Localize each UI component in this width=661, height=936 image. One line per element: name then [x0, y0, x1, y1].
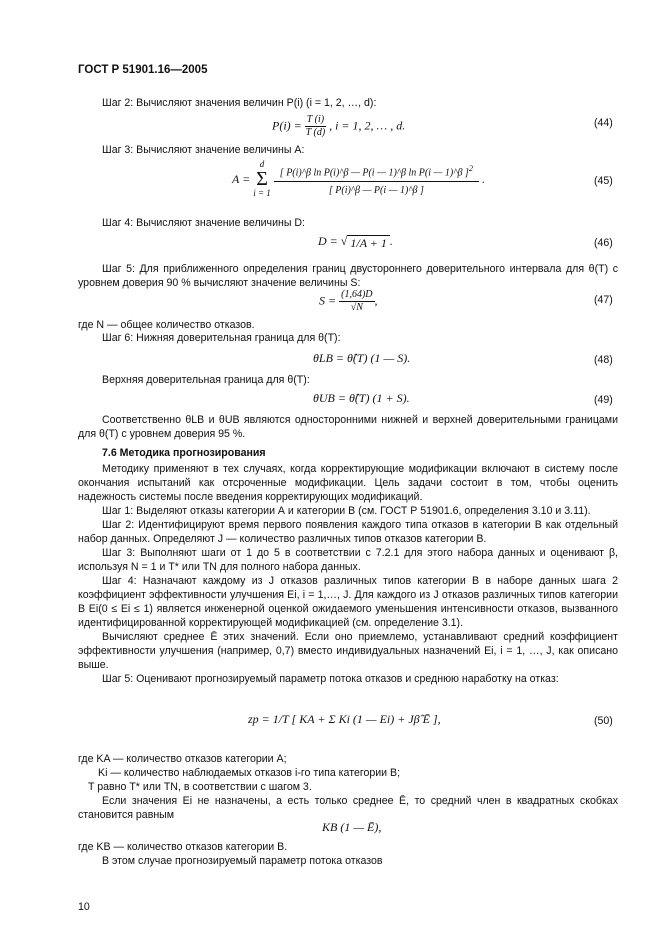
step4-text: Шаг 4: Вычисляют значение величины D: [102, 217, 305, 229]
eq-number-48: (48) [594, 354, 613, 366]
step6-text: Шаг 6: Нижняя доверительная граница для θ(T): [102, 332, 341, 344]
section-step1: Шаг 1: Выделяют отказы категории А и категории В (см. ГОСТ Р 51901.6, определения 3.10 и 3.11). [102, 505, 591, 517]
eq-number-45: (45) [594, 175, 613, 187]
step3-text: Шаг 3: Вычисляют значение величины A: [102, 144, 305, 156]
formula-45: A = d Σ i = 1 $\frac{[ P(i)\^{}\beta \ln P(i)\^{}\beta — P(i — 1)\^{}\beta \ln P(i — 1)\^{}\beta ]^2}{[ P(i)\^{}\beta — P(i — 1)\^{}\beta ]}$ . [232, 159, 485, 199]
final-text: В этом случае прогнозируемый параметр потока отказов [102, 855, 383, 867]
formula-45-denominator: [ P(i)^β — P(i — 1)^β ] [328, 185, 424, 197]
where-ka: где KA — количество отказов категории А; [78, 753, 287, 765]
formula-45-exp: 2 [468, 164, 473, 173]
step5-where: где N — общее количество отказов. [78, 319, 255, 331]
sum-symbol [253, 160, 271, 198]
section-step4b: Вычисляют среднее Ē этих значений. Если оно приемлемо, устанавливают средний коэффициент эффективности улучшения (например, 0,7) вместо индивидуальных назначений Ei, i = 1, …, J, как описано выше. [78, 631, 618, 671]
sigma-icon: Σ [256, 168, 268, 191]
section-step5: Шаг 5: Оценивают прогнозируемый параметр потока отказов и среднюю наработку на отказ: [102, 673, 559, 685]
formula-48: θLB = θ̂(T) (1 — S). [313, 351, 411, 365]
sum-bottom: i = 1 [253, 188, 271, 199]
formula-44-fraction [305, 114, 326, 139]
step2-text: Шаг 2: Вычисляют значения величин P(i) (i = 1, 2, …, d): [102, 97, 377, 109]
formula-44 [272, 114, 405, 139]
document-header: ГОСТ Р 51901.16—2005 [78, 64, 208, 76]
formula-46-lhs: D = [318, 234, 338, 248]
formula-44-den: T (d) [305, 127, 326, 138]
if-text: Если значения Ei не назначены, а есть только среднее Ē, то средний член в квадратных скобках становится равным [78, 795, 618, 821]
eq-number-46: (46) [594, 237, 613, 249]
section-heading: 7.6 Методика прогнозирования [102, 447, 266, 459]
formula-kb: KB (1 — Ē), [322, 820, 382, 834]
formula-44-num: T (i) [306, 114, 325, 125]
formula-46-radicand: 1/A + 1 [347, 235, 390, 250]
formula-45-denominator-text: P(i)^β — P(i — 1)^β [335, 185, 418, 197]
page-number: 10 [78, 901, 90, 913]
sum-top: d [259, 159, 265, 170]
where-kb: где KB — количество отказов категории В. [78, 841, 288, 853]
formula-47-den: √N [350, 302, 363, 313]
eq-number-47: (47) [594, 294, 613, 306]
formula-45-numerator-text: P(i)^β ln P(i)^β — P(i — 1)^β ln P(i — 1)^β [286, 167, 463, 179]
formula-47-fraction [339, 289, 374, 314]
formula-45-lhs: A = [232, 172, 251, 187]
formula-44-rhs: , i = 1, 2, … , d. [329, 118, 406, 133]
formula-50: zp = 1/T [ KA + Σ Ki (1 — Ei) + Jβ̂ Ē ], [248, 712, 441, 726]
formula-47-lhs: S = [319, 293, 337, 308]
section-step3: Шаг 3: Выполняют шаги от 1 до 5 в соответствии с 7.2.1 для этого набора данных и оценивают β, используя N = 1 и T* или TN для полного набора данных. [78, 547, 618, 573]
step6-conclusion: Соответственно θLB и θUB являются односторонними нижней и верхней доверительными границами для θ(T) с уровнем доверия 95 %. [78, 414, 618, 440]
section-step2: Шаг 2: Идентифицируют время первого появления каждого типа отказов в категории В как отдельный набор данных. Определяют J — количество различных типов отказов категории В. [78, 519, 618, 545]
eq-number-50: (50) [594, 715, 613, 727]
where-t: T равно T* или TN, в соответствии с шагом 3. [88, 781, 312, 793]
formula-49: θUB = θ̂(T) (1 + S). [313, 391, 410, 405]
section-step4: Шаг 4: Назначают каждому из J отказов различных типов категории В в наборе данных шага 2 коэффициент эффективности улучшения Ei, i = 1,…, J. Для каждого из J отказов различных типов категории В Ei(0 ≤ Ei ≤ 1) является инженерной оценкой ожидаемого уменьшения интенсивности отказов, вызванного идентифицированной корректирующей модификацией (см. определение 3.1). [78, 575, 618, 629]
formula-45-numerator: [ P(i)^β ln P(i)^β — P(i — 1)^β ln P(i — 1)^β ]$^2$ [274, 160, 479, 182]
formula-47: S = $\frac{(1,64)D}{√N}$ , [319, 289, 378, 313]
formula-46: D = √ 1/A + 1 . [318, 234, 393, 250]
where-ki: Ki — количество наблюдаемых отказов i-го типа категории В; [98, 767, 401, 779]
formula-44-lhs: P(i) = [272, 118, 302, 133]
step5-text: Шаг 5: Для приближенного определения границ двустороннего доверительного интервала для θ(T) с уровнем доверия 90 % вычисляют значение величины S: [78, 263, 618, 289]
eq-number-44: (44) [594, 117, 613, 129]
eq-number-49: (49) [594, 394, 613, 406]
section-intro: Методику применяют в тех случаях, когда корректирующие модификации включают в систему после окончания испытаний как отсроченные модификации. Цель задачи состоит в том, чтобы оценить надежность системы после введения корректирующих модификаций. [78, 463, 618, 503]
formula-47-num: (1,64)D [341, 289, 373, 300]
formula-45-fraction [274, 160, 479, 198]
step6-upper-text: Верхняя доверительная граница для θ(T): [102, 374, 310, 386]
